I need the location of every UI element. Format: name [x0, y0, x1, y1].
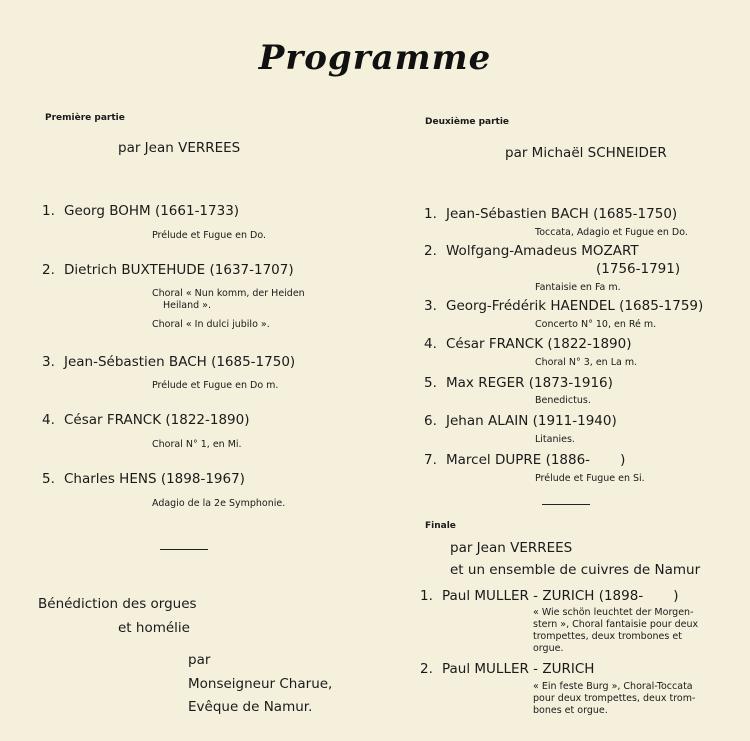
closing-line-4: Monseigneur Charue,	[188, 676, 333, 692]
work: Adagio de la 2e Symphonie.	[152, 498, 286, 509]
work: bones et orgue.	[533, 705, 608, 716]
item-number: 3.	[424, 298, 437, 314]
item-number: 2.	[424, 243, 437, 259]
composer: Jehan ALAIN (1911-1940)	[446, 413, 617, 429]
part2-item-1	[424, 206, 677, 222]
item-number: 1.	[42, 203, 55, 219]
work: « Wie schön leuchtet der Morgen-	[533, 607, 694, 618]
finale-item-1	[420, 588, 679, 604]
part1-item-5	[42, 471, 245, 487]
work: « Ein feste Burg », Choral-Toccata	[533, 681, 693, 692]
finale-heading: Finale	[425, 521, 456, 531]
finale-item-2	[420, 661, 594, 677]
composer: Jean-Sébastien BACH (1685-1750)	[446, 206, 678, 222]
part2-item-4	[424, 336, 632, 352]
item-number: 4.	[42, 412, 55, 428]
closing-line-2: et homélie	[118, 620, 190, 636]
item-number: 6.	[424, 413, 437, 429]
part2-heading: Deuxième partie	[425, 117, 510, 127]
work: Choral N° 3, en La m.	[535, 357, 638, 368]
work: stern », Choral fantaisie pour deux	[533, 619, 699, 630]
composer: Paul MULLER - ZURICH (1898- )	[442, 588, 679, 604]
part1-item-1	[42, 203, 239, 219]
part1-item-3	[42, 354, 295, 370]
composer: Georg-Frédérik HAENDEL (1685-1759)	[446, 298, 704, 314]
work: Toccata, Adagio et Fugue en Do.	[535, 227, 688, 238]
part2-item-2	[424, 243, 639, 259]
work: Benedictus.	[535, 395, 591, 406]
item-number: 1.	[420, 588, 433, 604]
work: pour deux trompettes, deux trom-	[533, 693, 696, 704]
work: orgue.	[533, 643, 564, 654]
composer: César FRANCK (1822-1890)	[446, 336, 632, 352]
item-number: 3.	[42, 354, 55, 370]
work: Choral « Nun komm, der Heiden	[152, 288, 305, 299]
composer: Charles HENS (1898-1967)	[64, 471, 245, 487]
composer: Wolfgang-Amadeus MOZART	[446, 243, 639, 259]
work: Prélude et Fugue en Do.	[152, 230, 266, 241]
part2-item-6	[424, 413, 617, 429]
divider	[542, 504, 590, 505]
item-number: 1.	[424, 206, 437, 222]
composer: Max REGER (1873-1916)	[446, 375, 613, 391]
closing-line-1: Bénédiction des orgues	[38, 596, 197, 612]
work: Fantaisie en Fa m.	[535, 282, 621, 293]
item-number: 5.	[42, 471, 55, 487]
item-number: 2.	[42, 262, 55, 278]
work: trompettes, deux trombones et	[533, 631, 682, 642]
finale-performer-2: et un ensemble de cuivres de Namur	[450, 562, 701, 578]
composer: Georg BOHM (1661-1733)	[64, 203, 240, 219]
page-title: Programme	[258, 38, 492, 78]
closing-line-3: par	[188, 652, 211, 668]
work: Prélude et Fugue en Si.	[535, 473, 645, 484]
part1-item-2	[42, 262, 294, 278]
work: Choral N° 1, en Mi.	[152, 439, 242, 450]
closing-line-5: Evêque de Namur.	[188, 699, 313, 715]
part2-performer: par Michaël SCHNEIDER	[505, 145, 667, 161]
composer: Paul MULLER - ZURICH	[442, 661, 595, 677]
item-number: 5.	[424, 375, 437, 391]
composer: Jean-Sébastien BACH (1685-1750)	[64, 354, 296, 370]
composer: César FRANCK (1822-1890)	[64, 412, 250, 428]
item-number: 7.	[424, 452, 437, 468]
composer-dates: (1756-1791)	[596, 261, 681, 277]
work: Prélude et Fugue en Do m.	[152, 380, 279, 391]
work: Concerto N° 10, en Ré m.	[535, 319, 657, 330]
part1-item-4	[42, 412, 250, 428]
part1-heading: Première partie	[45, 113, 125, 123]
finale-performer-1: par Jean VERREES	[450, 540, 573, 556]
composer: Dietrich BUXTEHUDE (1637-1707)	[64, 262, 294, 278]
item-number: 2.	[420, 661, 433, 677]
work: Heiland ».	[163, 300, 211, 311]
part2-item-7	[424, 452, 625, 468]
part2-item-5	[424, 375, 613, 391]
item-number: 4.	[424, 336, 437, 352]
composer: Marcel DUPRE (1886- )	[446, 452, 626, 468]
work: Choral « In dulci jubilo ».	[152, 319, 270, 330]
part2-item-3	[424, 298, 703, 314]
divider	[160, 549, 208, 550]
part1-performer: par Jean VERREES	[118, 140, 241, 156]
work: Litanies.	[535, 434, 575, 445]
